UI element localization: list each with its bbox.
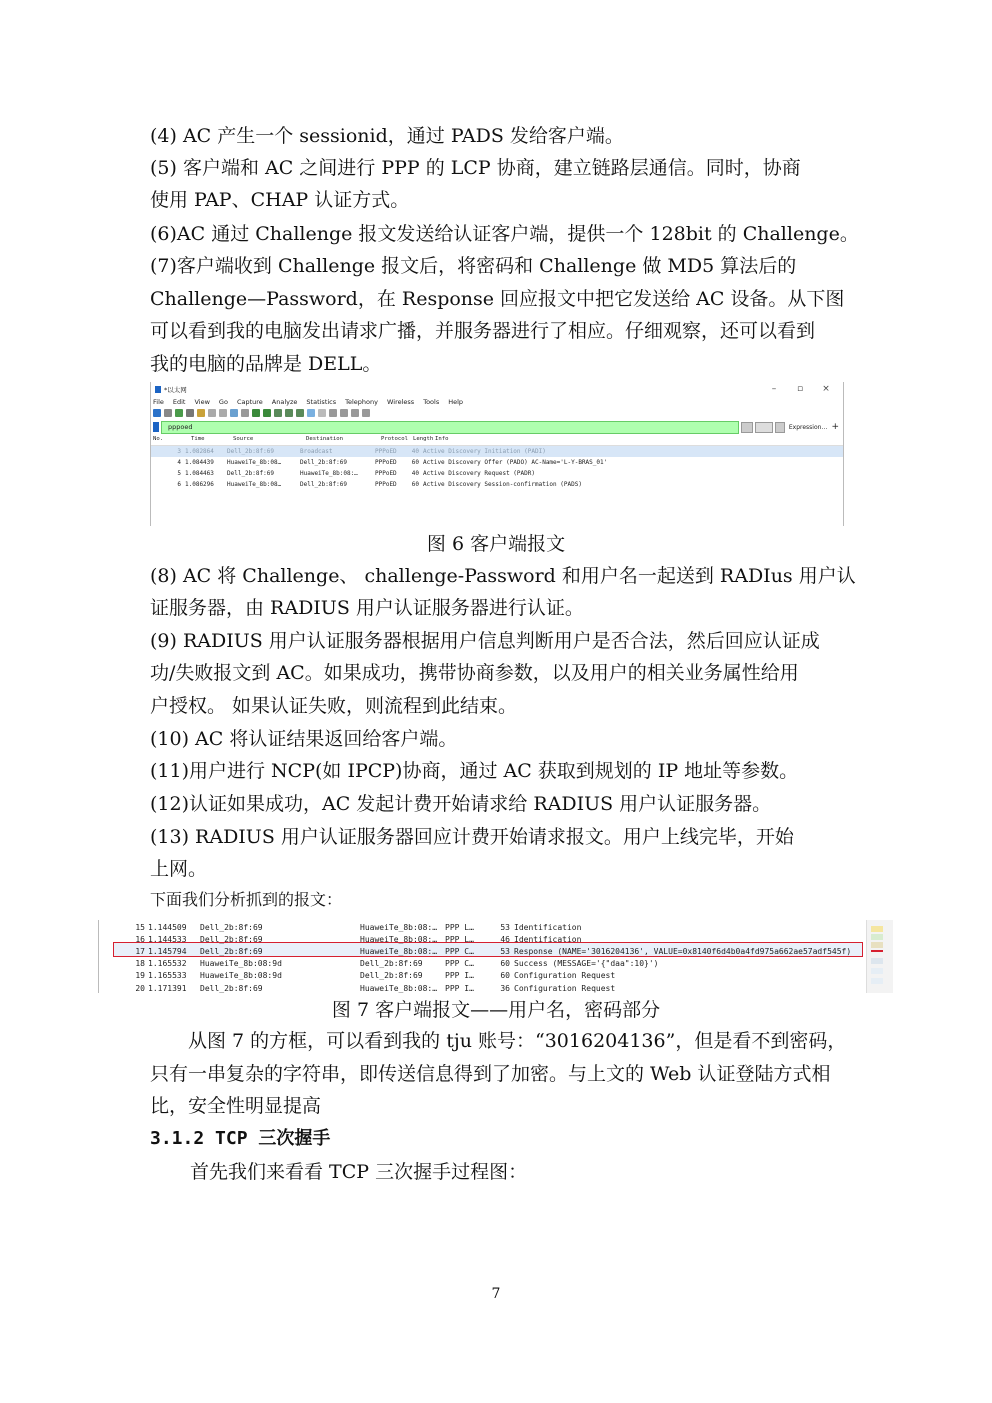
restart-capture-icon[interactable] bbox=[175, 409, 183, 417]
packet-proto: PPPoED bbox=[375, 470, 397, 477]
paragraph-line: (11)用户进行 NCP(如 IPCP)协商，通过 AC 获取到规划的 IP 地址等参数。 bbox=[150, 760, 799, 782]
paragraph-line: Challenge—Password，在 Response 回应报文中把它发送给 AC 设备。从下图 bbox=[150, 288, 845, 310]
col-protocol[interactable]: Protocol bbox=[381, 436, 408, 442]
minimize-icon[interactable]: – bbox=[771, 384, 777, 394]
packet-list-figure7 bbox=[98, 920, 893, 993]
paragraph-line: 首先我们来看看 TCP 三次握手过程图： bbox=[190, 1161, 528, 1183]
packet-info: Identification bbox=[514, 934, 582, 944]
packet-src: Dell_2b:8f:69 bbox=[227, 448, 274, 455]
packet-row[interactable] bbox=[151, 457, 843, 468]
menu-analyze[interactable]: Analyze bbox=[271, 397, 298, 406]
minimap-stripe bbox=[871, 926, 883, 932]
packet-row[interactable] bbox=[99, 970, 615, 982]
display-filter-input[interactable] bbox=[161, 421, 739, 434]
packet-proto: PPP L… bbox=[445, 934, 474, 944]
packet-time: 1.145794 bbox=[148, 946, 187, 956]
go-to-packet-icon[interactable] bbox=[274, 409, 282, 417]
resize-columns-icon[interactable] bbox=[362, 409, 370, 417]
packet-proto: PPP L… bbox=[445, 922, 474, 932]
packet-no: 15 bbox=[135, 922, 145, 932]
packet-proto: PPPoED bbox=[375, 459, 397, 466]
zoom-out-icon[interactable] bbox=[340, 409, 348, 417]
menu-telephony[interactable]: Telephony bbox=[345, 397, 378, 406]
packet-no: 3 bbox=[177, 448, 181, 455]
menu-wireless[interactable]: Wireless bbox=[387, 397, 415, 406]
packet-len: 40 bbox=[411, 448, 419, 455]
zoom-in-icon[interactable] bbox=[329, 409, 337, 417]
packet-dst: Dell_2b:8f:69 bbox=[360, 959, 423, 969]
minimap-marker bbox=[871, 950, 883, 952]
menu-capture[interactable]: Capture bbox=[236, 397, 263, 406]
window-title: *以太网 bbox=[164, 385, 187, 394]
paragraph-line: (6)AC 通过 Challenge 报文发送给认证客户端，提供一个 128bit 的 Challenge。 bbox=[150, 223, 859, 245]
paragraph-line: (9) RADIUS 用户认证服务器根据用户信息判断用户是否合法，然后回应认证成 bbox=[150, 630, 820, 652]
packet-len: 40 bbox=[411, 470, 419, 477]
packet-row[interactable] bbox=[151, 446, 843, 457]
packet-dst: HuaweiTe_8b:08:… bbox=[360, 922, 438, 932]
packet-dst: HuaweiTe_8b:08:… bbox=[360, 934, 438, 944]
packet-list bbox=[151, 446, 843, 490]
paragraph-line: 户授权。 如果认证失败，则流程到此结束。 bbox=[150, 695, 518, 717]
packet-info: Configuration Request bbox=[514, 971, 616, 981]
minimap-stripe bbox=[871, 942, 883, 948]
wireshark-fin-icon bbox=[155, 386, 161, 393]
packet-proto: PPP I… bbox=[445, 971, 474, 981]
packet-no: 18 bbox=[135, 959, 145, 969]
packet-src: HuaweiTe_8b:08:9d bbox=[200, 959, 282, 969]
packet-row[interactable] bbox=[99, 921, 581, 933]
paragraph-line: (8) AC 将 Challenge、 challenge-Password 和用户名一起送到 RADIus 用户认 bbox=[150, 565, 856, 587]
options-icon[interactable] bbox=[186, 409, 194, 417]
packet-no: 5 bbox=[177, 470, 181, 477]
col-info[interactable]: Info bbox=[435, 436, 449, 442]
packet-no: 6 bbox=[177, 481, 181, 488]
packet-time: 1.084439 bbox=[185, 459, 214, 466]
packet-src: Dell_2b:8f:69 bbox=[200, 946, 263, 956]
packet-len: 60 bbox=[500, 959, 510, 969]
packet-no: 20 bbox=[135, 983, 145, 993]
figure7-intro: 下面我们分析抓到的报文： bbox=[150, 890, 343, 909]
page-number: 7 bbox=[491, 1286, 501, 1302]
paragraph-line: 可以看到我的电脑发出请求广播，并服务器进行了相应。仔细观察，还可以看到 bbox=[150, 320, 816, 342]
paragraph-line: (5) 客户端和 AC 之间进行 PPP 的 LCP 协商，建立链路层通信。同时，协商 bbox=[150, 157, 801, 179]
packet-len: 60 bbox=[411, 459, 419, 466]
packet-scrollbar[interactable] bbox=[866, 920, 893, 993]
packet-info: Configuration Request bbox=[514, 983, 616, 993]
packet-src: Dell_2b:8f:69 bbox=[200, 983, 263, 993]
paragraph-line: (7)客户端收到 Challenge 报文后，将密码和 Challenge 做 MD5 算法后的 bbox=[150, 255, 797, 277]
col-destination[interactable]: Destination bbox=[306, 436, 344, 442]
paragraph-line: (10) AC 将认证结果返回给客户端。 bbox=[150, 728, 458, 750]
paragraph-line: (4) AC 产生一个 sessionid，通过 PADS 发给客户端。 bbox=[150, 125, 624, 147]
paragraph-line: 我的电脑的品牌是 DELL。 bbox=[150, 353, 382, 375]
packet-time: 1.082864 bbox=[185, 448, 214, 455]
col-length[interactable]: Length bbox=[413, 436, 434, 442]
packet-time: 1.086296 bbox=[185, 481, 214, 488]
col-source[interactable]: Source bbox=[233, 436, 254, 442]
packet-row[interactable] bbox=[99, 933, 581, 945]
packet-time: 1.084463 bbox=[185, 470, 214, 477]
packet-src: HuaweiTe_8b:08… bbox=[227, 459, 282, 466]
packet-proto: PPP C… bbox=[445, 959, 474, 969]
packet-info: Active Discovery Request (PADR) bbox=[423, 470, 535, 477]
packet-src: Dell_2b:8f:69 bbox=[200, 922, 263, 932]
packet-src: HuaweiTe_8b:08… bbox=[227, 481, 282, 488]
menu-file[interactable]: File bbox=[153, 397, 164, 406]
minimap-stripe bbox=[871, 934, 883, 940]
colorize-icon[interactable] bbox=[318, 409, 326, 417]
packet-dst: Dell_2b:8f:69 bbox=[300, 481, 347, 488]
minimap-stripe bbox=[871, 968, 883, 974]
paragraph-line: 比，安全性明显提高 bbox=[150, 1095, 322, 1117]
paragraph-line: 功/失败报文到 AC。如果成功，携带协商参数，以及用户的相关业务属性给用 bbox=[150, 662, 799, 684]
packet-no: 16 bbox=[135, 934, 145, 944]
packet-row[interactable] bbox=[151, 468, 843, 479]
menu-help[interactable]: Help bbox=[448, 397, 464, 406]
clear-filter-icon[interactable] bbox=[741, 422, 753, 433]
packet-info: Active Discovery Session-confirmation (PADS) bbox=[423, 481, 582, 488]
packet-proto: PPPoED bbox=[375, 448, 397, 455]
packet-info: Success (MESSAGE='{"daa":10}') bbox=[514, 959, 659, 969]
packet-dst: Dell_2b:8f:69 bbox=[360, 971, 423, 981]
packet-proto: PPPoED bbox=[375, 481, 397, 488]
packet-dst: HuaweiTe_8b:08:… bbox=[360, 946, 438, 956]
go-forward-icon[interactable] bbox=[263, 409, 271, 417]
packet-proto: PPP C… bbox=[445, 946, 474, 956]
packet-dst: HuaweiTe_8b:08:… bbox=[360, 983, 438, 993]
menu-bar bbox=[151, 396, 843, 407]
menu-edit[interactable]: Edit bbox=[172, 397, 186, 406]
paragraph-line: 上网。 bbox=[150, 858, 208, 880]
maximize-icon[interactable]: ▫ bbox=[796, 384, 804, 394]
filter-text: pppoed bbox=[168, 423, 193, 431]
autoscroll-icon[interactable] bbox=[307, 409, 315, 417]
main-toolbar bbox=[151, 407, 843, 419]
packet-src: Dell_2b:8f:69 bbox=[227, 470, 274, 477]
menu-statistics[interactable]: Statistics bbox=[306, 397, 337, 406]
menu-go[interactable]: Go bbox=[218, 397, 228, 406]
find-icon[interactable] bbox=[241, 409, 249, 417]
apply-filter-icon[interactable] bbox=[755, 422, 773, 433]
packet-row[interactable] bbox=[99, 945, 851, 957]
normal-size-icon[interactable] bbox=[351, 409, 359, 417]
packet-len: 53 bbox=[500, 946, 510, 956]
filter-dropdown-icon[interactable] bbox=[775, 422, 785, 433]
menu-tools[interactable]: Tools bbox=[423, 397, 440, 406]
add-filter-button[interactable]: + bbox=[831, 422, 839, 432]
stop-capture-icon[interactable] bbox=[164, 409, 172, 417]
figure6-caption: 图 6 客户端报文 bbox=[426, 533, 566, 555]
paragraph-line: 证服务器，由 RADIUS 用户认证服务器进行认证。 bbox=[150, 597, 584, 619]
packet-len: 60 bbox=[411, 481, 419, 488]
menu-view[interactable]: View bbox=[194, 397, 210, 406]
minimap-stripe bbox=[871, 978, 883, 984]
paragraph-line: (12)认证如果成功，AC 发起计费开始请求给 RADIUS 用户认证服务器。 bbox=[150, 793, 772, 815]
figure7-caption: 图 7 客户端报文——用户名，密码部分 bbox=[331, 999, 661, 1021]
packet-len: 36 bbox=[500, 983, 510, 993]
packet-dst: Dell_2b:8f:69 bbox=[300, 459, 347, 466]
paragraph-line: 使用 PAP、CHAP 认证方式。 bbox=[150, 189, 410, 211]
last-packet-icon[interactable] bbox=[296, 409, 304, 417]
packet-len: 60 bbox=[500, 971, 510, 981]
paragraph-line: (13) RADIUS 用户认证服务器回应计费开始请求报文。用户上线完毕，开始 bbox=[150, 826, 794, 848]
window-titlebar bbox=[151, 382, 843, 396]
packet-src: Dell_2b:8f:69 bbox=[200, 934, 263, 944]
packet-time: 1.165532 bbox=[148, 959, 187, 969]
display-filter-bar bbox=[151, 421, 843, 433]
packet-info: Active Discovery Offer (PADO) AC-Name='L-Y-BRAS_01' bbox=[423, 459, 608, 466]
save-file-icon[interactable] bbox=[208, 409, 216, 417]
reload-icon[interactable] bbox=[230, 409, 238, 417]
packet-no: 19 bbox=[135, 971, 145, 981]
packet-time: 1.171391 bbox=[148, 983, 187, 993]
open-file-icon[interactable] bbox=[197, 409, 205, 417]
packet-proto: PPP I… bbox=[445, 983, 474, 993]
col-no[interactable]: No. bbox=[153, 436, 164, 442]
packet-len: 53 bbox=[500, 922, 510, 932]
col-time[interactable]: Time bbox=[191, 436, 205, 442]
section-heading: 3.1.2 TCP 三次握手 bbox=[150, 1128, 331, 1149]
packet-info: Active Discovery Initiation (PADI) bbox=[423, 448, 546, 455]
packet-src: HuaweiTe_8b:08:9d bbox=[200, 971, 282, 981]
packet-len: 46 bbox=[500, 934, 510, 944]
go-back-icon[interactable] bbox=[252, 409, 260, 417]
bookmark-icon[interactable] bbox=[153, 422, 159, 432]
packet-time: 1.144509 bbox=[148, 922, 187, 932]
packet-time: 1.144533 bbox=[148, 934, 187, 944]
packet-dst: Broadcast bbox=[300, 448, 333, 455]
first-packet-icon[interactable] bbox=[285, 409, 293, 417]
close-file-icon[interactable] bbox=[219, 409, 227, 417]
paragraph-line: 从图 7 的方框，可以看到我的 tju 账号：“3016204136”，但是看不到密码， bbox=[188, 1030, 847, 1052]
start-capture-icon[interactable] bbox=[153, 409, 161, 417]
close-icon[interactable]: × bbox=[822, 384, 830, 394]
packet-row[interactable] bbox=[99, 982, 615, 993]
packet-no: 4 bbox=[177, 459, 181, 466]
wireshark-window-figure6 bbox=[150, 382, 844, 526]
packet-row[interactable] bbox=[99, 958, 659, 970]
packet-info: Identification bbox=[514, 922, 582, 932]
packet-row[interactable] bbox=[151, 479, 843, 490]
packet-time: 1.165533 bbox=[148, 971, 187, 981]
packet-no: 17 bbox=[135, 946, 145, 956]
packet-info: Response (NAME='3016204136', VALUE=0x8140f6d4b0a4fd975a662ae57adf545f) bbox=[514, 946, 852, 956]
paragraph-line: 只有一串复杂的字符串，即传送信息得到了加密。与上文的 Web 认证登陆方式相 bbox=[150, 1063, 831, 1085]
packet-list-header bbox=[151, 436, 843, 446]
packet-dst: HuaweiTe_8b:08:… bbox=[300, 470, 358, 477]
expression-button[interactable]: Expression… bbox=[788, 423, 828, 431]
minimap-stripe bbox=[871, 958, 883, 964]
